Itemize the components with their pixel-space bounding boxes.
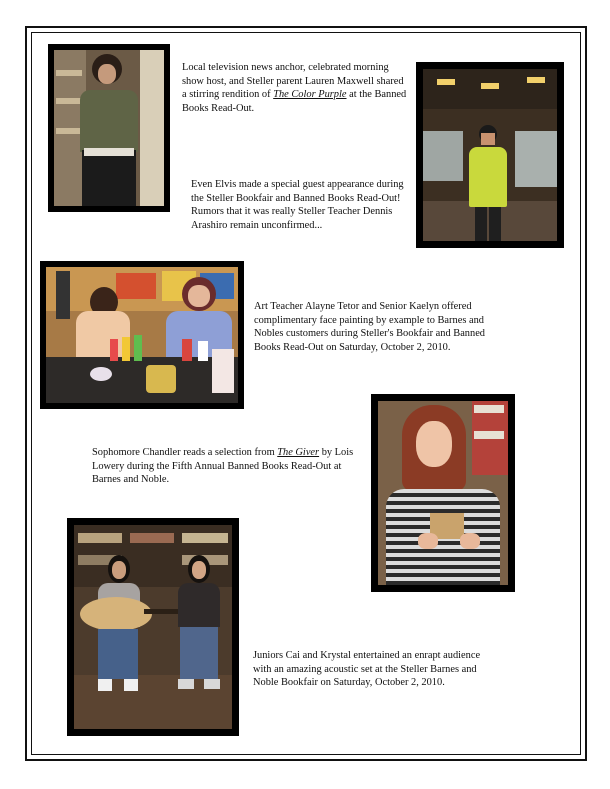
caption-sophomore-chandler xyxy=(92,446,362,487)
photo-elvis-appearance xyxy=(416,62,564,248)
caption-face-painting-text: Art Teacher Alayne Tetor and Senior Kaelyn offered complimentary face painting by example to Barnes and Nobles customers during Steller's Bookfair and Banned Books Read-Out on Saturday, October 2, 2010. xyxy=(254,301,485,353)
caption-elvis xyxy=(191,178,416,232)
caption-lauren-maxwell-after: at the Banned Books Read-Out. xyxy=(182,89,407,114)
caption-sophomore-chandler-title: The Giver xyxy=(277,447,320,458)
caption-juniors-cai-krystal-text: Juniors Cai and Krystal entertained an enrapt audience with an amazing acoustic set at the Steller Barnes and Noble Bookfair on Saturday, October 2, 2010. xyxy=(253,650,481,689)
caption-lauren-maxwell xyxy=(182,61,407,115)
caption-elvis-text: Even Elvis made a special guest appearance during the Steller Bookfair and Banned Books Read-Out! Rumors that it was really Steller Teacher Dennis Arashiro remain unconfirmed... xyxy=(191,179,404,231)
photo-sophomore-chandler xyxy=(371,394,515,592)
caption-face-painting xyxy=(254,300,504,354)
photo-face-painting xyxy=(40,261,244,409)
photo-juniors-acoustic-set xyxy=(67,518,239,736)
caption-sophomore-chandler-before: Sophomore Chandler reads a selection from xyxy=(92,447,278,458)
caption-lauren-maxwell-title: The Color Purple xyxy=(273,89,347,101)
photo-lauren-maxwell-reading xyxy=(48,44,170,212)
caption-juniors-cai-krystal xyxy=(253,649,498,690)
caption-lauren-maxwell-before: Local television news anchor, celebrated morning show host, and Steller parent Lauren Maxwell shared a stirring rendition of xyxy=(182,62,404,101)
caption-sophomore-chandler-after: by Lois Lowery during the Fifth Annual Banned Books Read-Out at Barnes and Noble. xyxy=(92,447,354,486)
